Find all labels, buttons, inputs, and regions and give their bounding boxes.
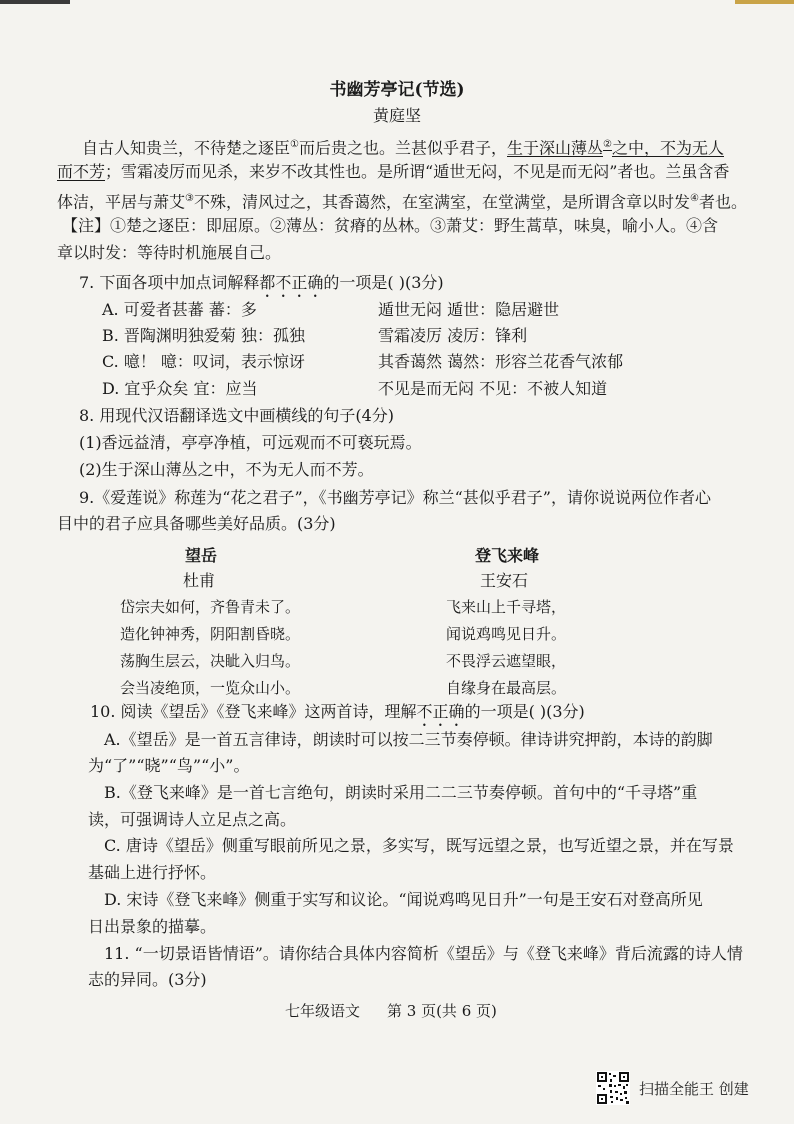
poem1-author: 杜甫: [183, 571, 216, 590]
q7-option-a-left: A. 可爱者甚蕃 蕃：多: [102, 300, 257, 319]
passage-line-2: 而不芳；雪霜凌厉而见杀，来岁不改其性也。是所谓“遁世无闷，不见是而无闷”者也。兰虽含香: [57, 162, 730, 181]
q11-line-2: 志的异同。(3分): [88, 970, 207, 989]
q7-option-b-right: 雪霜凌厉 凌厉：锋利: [378, 326, 528, 345]
q7-option-c-left: C. 噫！ 噫：叹词，表示惊讶: [102, 352, 305, 371]
q9-line-2: 目中的君子应具备哪些美好品质。(3分): [57, 514, 336, 533]
q10-stem: 10. 阅读《望岳》《登飞来峰》这两首诗，理解不正确的一项是( )(3分): [90, 702, 585, 721]
poem1-line-2: 造化钟神秀，阴阳割昏晓。: [120, 625, 301, 643]
underlined-sentence: 生于深山薄丛: [507, 138, 604, 158]
poem2-line-1: 飞来山上千寻塔，: [446, 598, 567, 616]
q10-option-a-1: A.《望岳》是一首五言律诗，朗读时可以按二三节奏停顿。律诗讲究押韵，本诗的韵脚: [104, 730, 713, 749]
scanner-watermark-label: 扫描全能王 创建: [639, 1080, 749, 1098]
q10-option-b-1: B.《登飞来峰》是一首七言绝句，朗读时采用二二三节奏停顿。首句中的“千寻塔”重: [104, 783, 698, 802]
q7-stem: 7. 下面各项中加点词解释都不正确的一项是( )(3分): [79, 273, 444, 292]
q8-stem: 8. 用现代汉语翻译选文中画横线的句子(4分): [79, 406, 395, 425]
q10-option-a-2: 为“了”“晓”“鸟”“小”。: [88, 756, 250, 775]
passage-line-1: 自古人知贵兰，不待楚之逐臣①而后贵之也。兰甚似乎君子，生于深山薄丛②之中，不为无人: [82, 138, 724, 158]
poem2-line-3: 不畏浮云遮望眼，: [446, 652, 567, 670]
q8-sentence-2: (2)生于深山薄丛之中，不为无人而不芳。: [79, 460, 374, 479]
q8-sentence-1: (1)香远益清，亭亭净植，可远观而不可亵玩焉。: [79, 433, 422, 452]
footer-page: 第 3 页(共 6 页): [387, 1002, 497, 1020]
poem1-line-3: 荡胸生层云，决眦入归鸟。: [120, 652, 301, 670]
poem2-line-4: 自缘身在最高层。: [446, 679, 567, 697]
q10-option-b-2: 读，可强调诗人立足点之高。: [88, 810, 297, 829]
top-edge-mark: [0, 0, 70, 4]
q10-option-d-2: 日出景象的描摹。: [88, 917, 217, 936]
poem2-author: 王安石: [480, 571, 529, 590]
q7-option-a-right: 遁世无闷 遁世：隐居避世: [378, 300, 560, 319]
q11-line-1: 11. “一切景语皆情语”。请你结合具体内容简析《望岳》与《登飞来峰》背后流露的诗人情: [104, 944, 743, 963]
q7-option-b-left: B. 晋陶渊明独爱菊 独：孤独: [102, 326, 306, 345]
poem1-line-1: 岱宗夫如何，齐鲁青未了。: [120, 598, 301, 616]
q7-option-d-right: 不见是而无闷 不见：不被人知道: [378, 379, 608, 398]
passage-title: 书幽芳亭记(节选): [329, 80, 465, 100]
q10-option-c-2: 基础上进行抒怀。: [88, 863, 217, 882]
footer-subject: 七年级语文: [285, 1002, 361, 1020]
poem1-line-4: 会当凌绝顶，一览众山小。: [120, 679, 301, 697]
poem2-line-2: 闻说鸡鸣见日升。: [446, 625, 567, 643]
poem2-title: 登飞来峰: [475, 546, 540, 565]
qr-code-icon: [596, 1071, 630, 1105]
passage-line-3: 体洁，平居与萧艾③不殊，清风过之，其香蔼然，在室满室，在堂满堂，是所谓含章以时发④者也。: [57, 192, 747, 212]
passage-note-2: 章以时发：等待时机施展自己。: [57, 243, 282, 262]
q10-option-d-1: D. 宋诗《登飞来峰》侧重于实写和议论。“闻说鸡鸣见日升”一句是王安石对登高所见: [104, 890, 703, 909]
q7-option-d-left: D. 宜乎众矣 宜：应当: [102, 379, 258, 398]
q9-line-1: 9.《爱莲说》称莲为“花之君子”，《书幽芳亭记》称兰“甚似乎君子”，请你说说两位作者心: [79, 488, 711, 507]
top-edge-mark-right: [735, 0, 794, 4]
passage-note-1: 【注】①楚之逐臣：即屈原。②薄丛：贫瘠的丛林。③萧艾：野生蒿草，味臭，喻小人。④含: [62, 216, 719, 235]
q7-option-c-right: 其香蔼然 蔼然：形容兰花香气浓郁: [378, 352, 624, 371]
q10-option-c-1: C. 唐诗《望岳》侧重写眼前所见之景，多实写，既写远望之景，也写近望之景，并在写景: [104, 836, 734, 855]
poem1-title: 望岳: [185, 546, 218, 565]
passage-author: 黄庭坚: [372, 106, 421, 125]
